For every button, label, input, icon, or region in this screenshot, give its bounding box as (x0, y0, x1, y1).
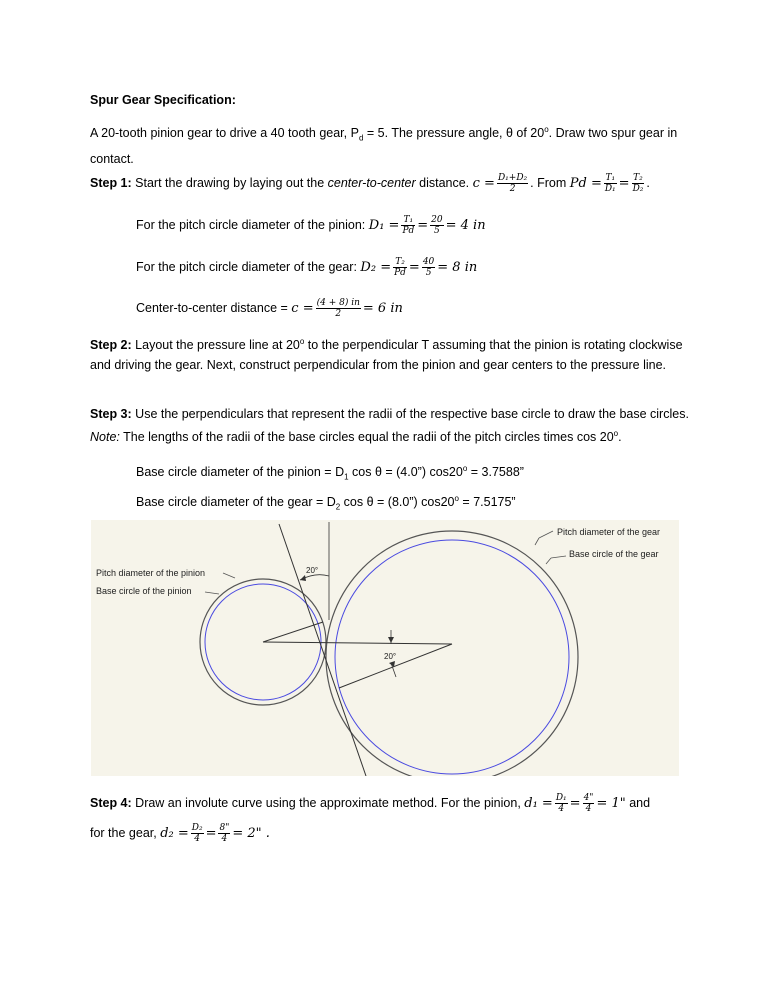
step1-c-den: 2 (509, 184, 516, 195)
step2-text-a: Layout the pressure line at 20 (131, 338, 300, 353)
step2-text-b: to the perpendicular T assuming that the pinion is rotating clockwise and driving the gear. Next, construct perpendicular from the pinion and gear centers to the pressure line. (90, 338, 683, 373)
center-num: (4 + 8) in (316, 298, 360, 309)
step1-end: . (646, 176, 650, 190)
gear-frac-1 (393, 257, 407, 278)
gear-den1: Pd (394, 268, 406, 279)
step4-d2-frac-1 (191, 823, 204, 844)
leader-pitch-pinion (223, 573, 235, 578)
step4-d1-num2: 4" (583, 793, 594, 804)
leader-base-pinion (205, 592, 219, 594)
top-angle-arrow (300, 575, 306, 581)
base-gear-deg: o (454, 494, 459, 503)
step4-text-a: Draw an involute curve using the approximate method. For the pinion, (131, 796, 525, 810)
pinion-frac-1 (401, 215, 415, 236)
step4-d2-frac-2 (218, 823, 230, 844)
leader-pitch-gear (539, 531, 553, 538)
step4-text-c: for the gear, (90, 826, 161, 840)
label-angle-top: 20° (306, 566, 319, 575)
label-pitch-gear: Pitch diameter of the gear (557, 527, 661, 537)
pinion-frac-2 (430, 215, 443, 236)
step2-deg: o (299, 337, 305, 346)
step3-text-b: The lengths of the radii of the base circles equal the radii of the pitch circles times cos 20 (119, 430, 614, 445)
step1-pd-eq: Pd = (569, 176, 602, 191)
label-angle-mid: 20° (384, 652, 397, 661)
step1-italic: center-to-center (327, 176, 416, 190)
step4-d1-den2: 4 (585, 804, 592, 815)
step4-eq-1: = (569, 796, 581, 811)
base-pinion-deg: o (462, 464, 468, 473)
leader-base-gear (551, 556, 566, 558)
gear-den2: 5 (425, 268, 432, 279)
intro-text-c: . Draw two spur gear in contact. (90, 126, 678, 166)
intro-deg: o (544, 125, 549, 134)
base-pinion-text-a: Base circle diameter of the pinion = D (136, 465, 345, 480)
step4-d1-lhs: d₁ = (524, 796, 553, 811)
step1-t1-frac (604, 173, 617, 194)
step4-d2-den: 4 (194, 834, 201, 845)
gear-diameter-line (136, 257, 736, 278)
pinion-result: = 4 in (445, 218, 486, 233)
intro-paragraph (90, 120, 690, 169)
pinion-diameter-line (136, 215, 736, 236)
mid-angle-arrow-1 (388, 637, 394, 643)
step3-paragraph (90, 404, 690, 447)
step4-d2-den2: 4 (221, 834, 228, 845)
step1-c-num: D₁+D₂ (497, 173, 528, 184)
step1-eq: = (618, 176, 630, 191)
step4-d2-res: = 2" . (232, 826, 270, 841)
gear-pitch-circle (326, 531, 578, 776)
base-gear-text-c: = 7.5175” (458, 495, 516, 510)
step1-c-eq: c = (472, 176, 495, 191)
gear-line-lhs: D₂ = (360, 260, 392, 275)
step1-c-frac (497, 173, 528, 194)
gear-base-circle (335, 540, 569, 774)
step1-t2: T₂ (633, 173, 643, 184)
intro-sub: d (358, 133, 364, 143)
step4-d2-num2: 8" (219, 823, 230, 834)
pinion-line-text: For the pitch circle diameter of the pinion: (136, 218, 369, 232)
step4-d1-frac-2 (583, 793, 595, 814)
step4-d1-res: = 1" (596, 796, 626, 811)
step4-paragraph-2 (90, 823, 690, 844)
step3-text-a: Use the perpendiculars that represent the radii of the respective base circle to draw the base circles. (131, 407, 689, 421)
step3-note: Note: (90, 430, 120, 445)
gear-eq: = (408, 260, 420, 275)
center-line-lhs: c = (291, 301, 314, 316)
base-gear-line (136, 489, 736, 518)
step1-text-a: Start the drawing by laying out the (131, 176, 328, 190)
step1-label: Step 1: (90, 176, 132, 190)
label-base-gear: Base circle of the gear (569, 549, 659, 559)
base-gear-text-a: Base circle diameter of the gear = D (136, 495, 336, 510)
step1-t2-frac (632, 173, 645, 194)
base-pinion-text-c: = 3.7588” (467, 465, 524, 480)
center-line-text: Center-to-center distance = (136, 301, 292, 315)
step4-text-b: and (625, 796, 651, 810)
step4-d1-num: D₁ (555, 793, 567, 804)
base-pinion-text-b: cos θ = (4.0”) cos20 (348, 465, 463, 480)
step4-d1-frac-1 (555, 793, 568, 814)
pinion-num2: 20 (431, 215, 443, 226)
pinion-eq: = (417, 218, 429, 233)
step4-d2-lhs: d₂ = (160, 826, 189, 841)
step2-label: Step 2: (90, 338, 132, 353)
gear-result: = 8 in (437, 260, 478, 275)
gear-frac-2 (422, 257, 435, 278)
center-den: 2 (335, 309, 342, 320)
pinion-line-lhs: D₁ = (368, 218, 400, 233)
base-gear-sub: 2 (335, 502, 341, 512)
gear-radius-line (339, 644, 452, 688)
pinion-den2: 5 (434, 226, 440, 237)
pinion-num1: T₁ (401, 215, 415, 226)
step3-label: Step 3: (90, 407, 132, 421)
step4-label: Step 4: (90, 796, 132, 810)
step4-d2-num: D₂ (191, 823, 203, 834)
pinion-radius-line (263, 622, 323, 642)
step1-d1: D₁ (604, 184, 616, 195)
step1-t1: T₁ (605, 173, 616, 184)
base-gear-text-b: cos θ = (8.0”) cos20 (340, 495, 455, 510)
label-pitch-pinion: Pitch diameter of the pinion (96, 568, 206, 578)
step1-text-b: distance. (415, 176, 473, 190)
intro-text-b: = 5. The pressure angle, θ of 20 (363, 126, 545, 141)
step3-deg: o (613, 429, 619, 438)
center-result: = 6 in (362, 301, 403, 316)
center-distance-line (136, 298, 736, 319)
step2-paragraph (90, 332, 690, 375)
page-title: Spur Gear Specification: (90, 93, 236, 107)
step1-paragraph (90, 173, 700, 194)
center-line (263, 642, 452, 644)
step4-paragraph (90, 793, 690, 814)
step4-d1-den: 4 (558, 804, 565, 815)
leader-pitch-gear-2 (535, 538, 539, 545)
gear-diagram (91, 520, 679, 776)
intro-text-a: A 20-tooth pinion gear to drive a 40 tooth gear, P (90, 126, 359, 141)
label-base-pinion: Base circle of the pinion (96, 586, 192, 596)
step1-text-c: . From (530, 176, 570, 190)
base-pinion-sub: 1 (344, 472, 349, 482)
step4-eq-2: = (205, 826, 217, 841)
pinion-den1: Pd (402, 226, 415, 237)
gear-num1: T₂ (393, 257, 407, 268)
pressure-line (279, 524, 366, 776)
step3-end: . (618, 430, 622, 445)
center-frac (316, 298, 361, 319)
leader-base-gear-2 (546, 558, 551, 564)
gear-line-text: For the pitch circle diameter of the gear: (136, 260, 361, 274)
gear-num2: 40 (422, 257, 435, 268)
base-pinion-line (136, 459, 736, 488)
step1-d2: D₂ (632, 184, 644, 195)
